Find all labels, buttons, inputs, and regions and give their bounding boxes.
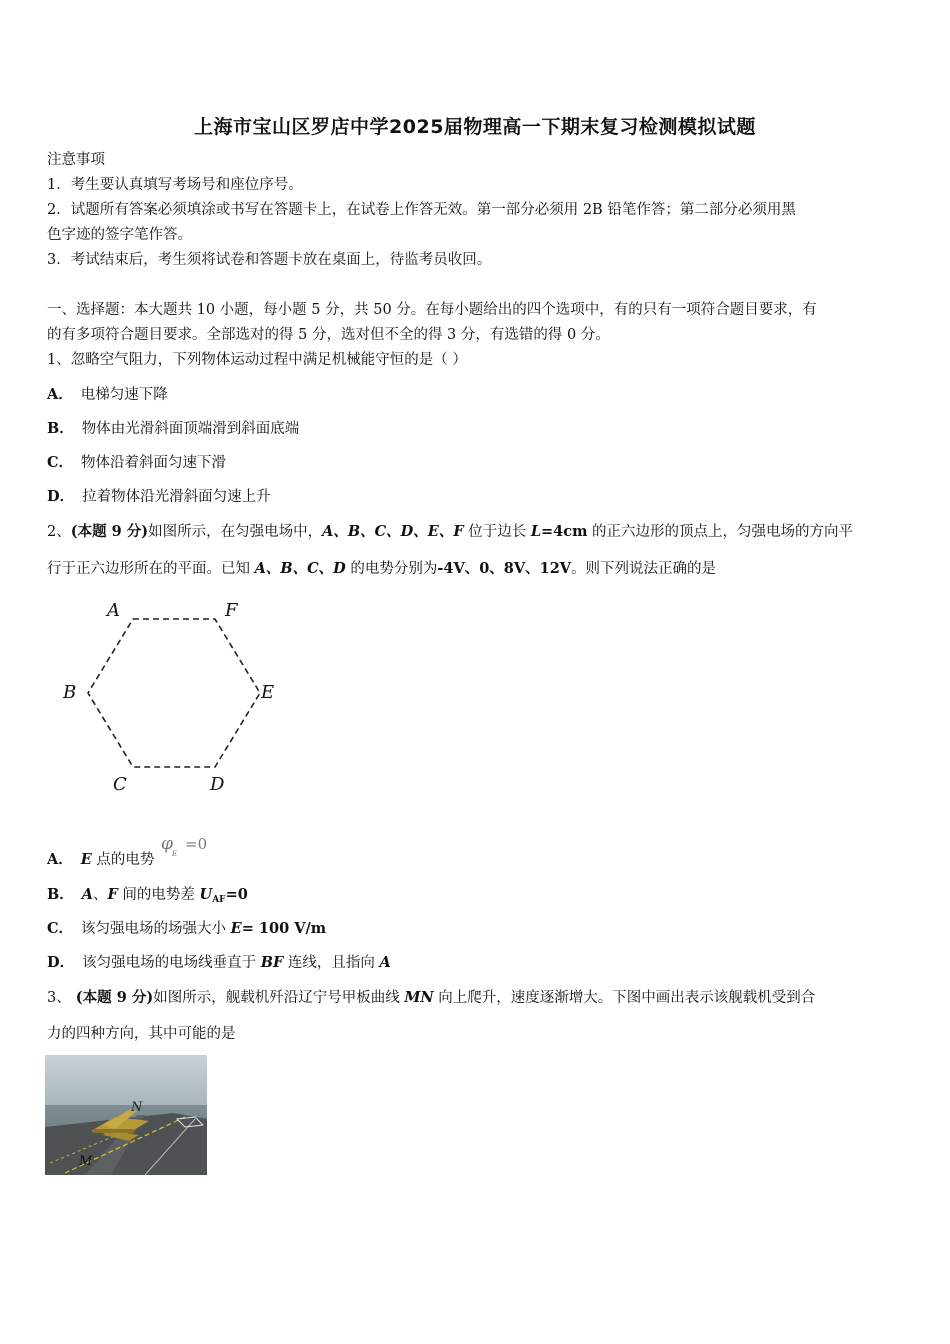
q2-points: A、B、C、D: [254, 560, 346, 577]
q2-number: 2、: [47, 524, 71, 540]
option-subscript: AF: [212, 895, 226, 905]
q2-text: 如图所示，在匀强电场中，: [148, 524, 323, 540]
question-3-stem-line1: [47, 985, 907, 1011]
option-value: = 100 V/m: [241, 920, 327, 937]
option-text: 该匀强电场的场强大小: [81, 921, 231, 937]
option-text: 拉着物体沿光滑斜面匀速上升: [82, 489, 271, 505]
option-text: 该匀强电场的电场线垂直于: [82, 955, 261, 971]
vertex-label-a: A: [107, 600, 120, 621]
question-3-stem-line2: 力的四种方向，其中可能的是: [47, 1026, 236, 1042]
photo-label-n: N: [131, 1100, 143, 1115]
option-var: A: [81, 886, 94, 903]
q2-length-value: =4cm: [541, 523, 588, 540]
q2-points: A、B、C、D、E、F: [322, 523, 464, 540]
option-label: C．: [47, 920, 74, 937]
option-var: F: [107, 886, 118, 903]
q2-text: 的电势分别为: [345, 561, 438, 577]
option-label: D．: [47, 954, 75, 971]
q2-score: (本题 9 分): [70, 523, 149, 540]
option-text: 点的电势: [91, 852, 155, 868]
q2-text: 。则下列说法正确的是: [571, 561, 717, 577]
q2-text: 行于正六边形所在的平面。已知: [47, 561, 255, 577]
option-label: D．: [47, 488, 75, 505]
q1-option-c: [47, 450, 226, 476]
q1-option-d: [47, 484, 271, 510]
section-instruction: 一、选择题：本大题共 10 小题，每小题 5 分，共 50 分。在每小题给出的四个选项中，有的只有一项符合题目要求，有: [47, 302, 817, 318]
option-var: E: [230, 920, 242, 937]
hexagon-figure: [55, 592, 295, 802]
option-text: 连线，且指向: [283, 955, 380, 971]
q2-option-b: [47, 882, 248, 913]
option-var: BF: [260, 954, 284, 971]
vertex-label-e: E: [261, 682, 275, 703]
phi-symbol: φ: [161, 834, 173, 854]
vertex-label-f: F: [225, 600, 238, 621]
option-text: 物体由光滑斜面顶端滑到斜面底端: [81, 421, 300, 437]
q3-curve-var: MN: [404, 989, 434, 1006]
option-label: A．: [47, 851, 73, 868]
photo-label-m: M: [79, 1154, 93, 1169]
notice-item: 3．考试结束后，考生须将试卷和答题卡放在桌面上，待监考员收回。: [47, 252, 492, 268]
q3-text: 向上爬升，速度逐渐增大。下图中画出表示该舰载机受到合: [433, 990, 816, 1006]
option-var: U: [199, 886, 213, 903]
q2-option-c: [47, 916, 326, 942]
option-text: 物体沿着斜面匀速下滑: [81, 455, 227, 471]
option-text: 、: [93, 887, 108, 903]
phi-value: =0: [185, 835, 208, 853]
q2-option-d: [47, 950, 391, 976]
section-instruction: 的有多项符合题目要求。全部选对的得 5 分，选对但不全的得 3 分，有选错的得 0 分。: [47, 327, 610, 343]
question-1-stem: 1、忽略空气阻力，下列物体运动过程中满足机械能守恒的是（ ）: [47, 352, 467, 368]
q3-score: (本题 9 分): [70, 989, 154, 1006]
q1-option-b: [47, 416, 299, 442]
q1-option-a: [47, 382, 168, 408]
option-var: E: [80, 851, 92, 868]
q3-text: 如图所示，舰载机歼沿辽宁号甲板曲线: [153, 990, 405, 1006]
option-label: C．: [47, 454, 74, 471]
option-value: =0: [225, 886, 248, 903]
option-text: 间的电势差: [117, 887, 200, 903]
notice-item: 2．试题所有答案必须填涂或书写在答题卡上，在试卷上作答无效。第一部分必须用 2B 铅笔作答；第二部分必须用黑: [47, 202, 796, 218]
option-label: A．: [47, 386, 73, 403]
option-text: 电梯匀速下降: [80, 387, 168, 403]
option-var: A: [379, 954, 391, 971]
q2-potentials: -4V、0、8V、12V: [437, 560, 572, 577]
vertex-label-c: C: [113, 774, 127, 795]
vertex-label-d: D: [210, 774, 225, 795]
q3-number: 3、: [47, 990, 71, 1006]
q2-text: 的正六边形的顶点上，匀强电场的方向平: [587, 524, 854, 540]
carrier-jet-photo: [45, 1055, 207, 1175]
notice-item: 色字迹的签字笔作答。: [47, 227, 192, 243]
question-2-stem-line2: [47, 556, 907, 582]
phi-subscript: E: [172, 850, 178, 858]
question-2-stem-line1: [47, 519, 907, 545]
hexagon-outline: [88, 619, 260, 767]
option-label: B．: [47, 420, 74, 437]
q2-text: 位于边长: [463, 524, 531, 540]
notice-heading: 注意事项: [47, 152, 105, 168]
option-label: B．: [47, 886, 74, 903]
vertex-label-b: B: [63, 682, 77, 703]
page-title: 上海市宝山区罗店中学2025届物理高一下期末复习检测模拟试题: [194, 116, 756, 138]
q2-option-a: [47, 836, 215, 873]
potential-formula: [159, 836, 215, 858]
notice-item: 1．考生要认真填写考场号和座位序号。: [47, 177, 303, 193]
q2-length-var: L: [530, 523, 542, 540]
